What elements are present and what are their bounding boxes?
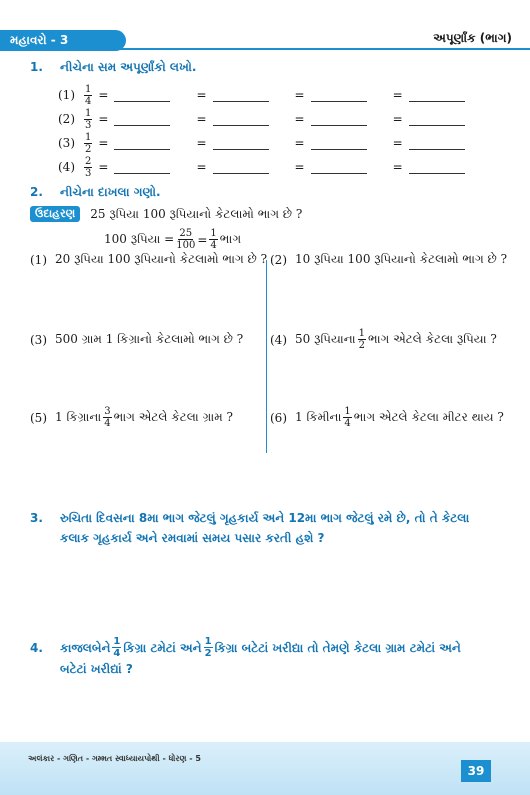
answer-blank[interactable] bbox=[114, 137, 170, 150]
denominator: 2 bbox=[358, 340, 365, 351]
equals-sign: = bbox=[294, 160, 305, 174]
equals-sign: = bbox=[197, 232, 208, 247]
numerator: 1 bbox=[113, 636, 121, 647]
numerator: 1 bbox=[85, 107, 92, 119]
equivalent-fraction-row bbox=[58, 132, 487, 154]
problem-text-post: ભાગ એટલે કેટલા રૂપિયા ? bbox=[368, 332, 497, 346]
equals-sign: = bbox=[196, 136, 207, 150]
answer-blank[interactable] bbox=[409, 89, 465, 102]
question-text-line2: કલાક ગૃહકાર્ય અને રમવામાં સમય પસાર કરતી હશે ? bbox=[60, 531, 325, 545]
fraction bbox=[176, 228, 195, 251]
question-text-pre: કાજલબેને bbox=[60, 640, 111, 655]
question-text-post: કિગ્રા બટેટાં ખરીદ્યા તો તેમણે કેટલા ગ્રામ ટમેટાં અને bbox=[214, 640, 461, 655]
equals-sign: = bbox=[98, 88, 109, 102]
fraction bbox=[84, 132, 92, 155]
numerator: 1 bbox=[344, 406, 351, 417]
denominator: 2 bbox=[85, 143, 92, 155]
page-number: 39 bbox=[461, 760, 491, 782]
equals-sign: = bbox=[98, 136, 109, 150]
denominator: 4 bbox=[85, 95, 92, 107]
fraction bbox=[103, 406, 111, 429]
problem-number: (6) bbox=[270, 410, 287, 425]
problem-number: (4) bbox=[270, 332, 287, 347]
problem-number: (3) bbox=[30, 332, 47, 347]
problem-1 bbox=[30, 252, 267, 267]
answer-blank[interactable] bbox=[213, 113, 269, 126]
answer-blank[interactable] bbox=[114, 89, 170, 102]
question-number: 3. bbox=[30, 511, 43, 525]
example-text: 25 રૂપિયા 100 રૂપિયાનો કેટલામો ભાગ છે ? bbox=[90, 206, 303, 221]
denominator: 4 bbox=[104, 418, 111, 429]
answer-blank[interactable] bbox=[213, 161, 269, 174]
fraction bbox=[209, 228, 217, 251]
denominator: 4 bbox=[344, 418, 351, 429]
problem-4 bbox=[270, 328, 497, 351]
question-text-mid: કિગ્રા ટમેટાં અને bbox=[123, 640, 202, 655]
problem-number: (2) bbox=[270, 252, 287, 267]
footer-band bbox=[0, 742, 530, 795]
row-label: (4) bbox=[58, 160, 75, 174]
numerator: 1 bbox=[85, 131, 92, 143]
problem-number: (5) bbox=[30, 410, 47, 425]
numerator: 1 bbox=[210, 228, 217, 239]
question-text: નીચેના સમ અપૂર્ણાંકો લખો. bbox=[60, 60, 197, 74]
numerator: 1 bbox=[204, 636, 212, 647]
problem-text-pre: 50 રૂપિયાના bbox=[295, 332, 356, 346]
answer-blank[interactable] bbox=[114, 113, 170, 126]
fraction bbox=[84, 156, 92, 179]
answer-blank[interactable] bbox=[409, 137, 465, 150]
chapter-title: અપૂર્ણાંક (ભાગ) bbox=[433, 31, 512, 45]
equivalent-fraction-row bbox=[58, 156, 487, 178]
problem-text: 10 રૂપિયા 100 રૂપિયાનો કેટલામો ભાગ છે ? bbox=[295, 252, 508, 266]
numerator: 25 bbox=[179, 228, 193, 239]
equivalent-fraction-row bbox=[58, 84, 487, 106]
denominator: 4 bbox=[113, 648, 121, 659]
numerator: 1 bbox=[358, 328, 365, 339]
question-number: 2. bbox=[30, 185, 43, 199]
fraction bbox=[84, 108, 92, 131]
problem-text-post: ભાગ એટલે કેટલા ગ્રામ ? bbox=[113, 410, 233, 424]
answer-blank[interactable] bbox=[311, 137, 367, 150]
numerator: 3 bbox=[104, 406, 111, 417]
worked-example bbox=[30, 206, 302, 222]
answer-blank[interactable] bbox=[213, 89, 269, 102]
numerator: 1 bbox=[85, 83, 92, 95]
problem-text: 500 ગ્રામ 1 કિગ્રાનો કેટલામો ભાગ છે ? bbox=[55, 332, 244, 346]
equals-sign: = bbox=[392, 160, 403, 174]
equals-sign: = bbox=[392, 112, 403, 126]
example-badge: ઉદાહરણ bbox=[30, 206, 80, 222]
equals-sign: = bbox=[294, 112, 305, 126]
question-3 bbox=[30, 508, 469, 548]
example-solution bbox=[104, 228, 241, 251]
row-label: (1) bbox=[58, 88, 75, 102]
problem-2 bbox=[270, 252, 507, 267]
fraction bbox=[112, 636, 121, 659]
fraction bbox=[204, 636, 213, 659]
equals-sign: = bbox=[294, 136, 305, 150]
problem-5 bbox=[30, 406, 233, 429]
row-label: (2) bbox=[58, 112, 75, 126]
column-divider bbox=[266, 260, 267, 453]
problem-text-pre: 1 કિમીના bbox=[295, 410, 342, 424]
problem-text-post: ભાગ એટલે કેટલા મીટર થાય ? bbox=[353, 410, 504, 424]
footer-book-title: અલંકાર - ગણિત - ગમ્મત સ્વાધ્યાયપોથી - ધોરણ - 5 bbox=[28, 754, 201, 763]
fraction bbox=[84, 84, 92, 107]
question-number: 4. bbox=[30, 640, 43, 655]
exercise-tab: મહાવરો - 3 bbox=[0, 30, 126, 51]
denominator: 2 bbox=[204, 648, 212, 659]
answer-blank[interactable] bbox=[311, 113, 367, 126]
question-text-line1: રુચિતા દિવસના 8મા ભાગ જેટલું ગૃહકાર્ય અને 12મા ભાગ જેટલું રમે છે, તો તે કેટલા bbox=[60, 511, 470, 525]
denominator: 3 bbox=[85, 119, 92, 131]
numerator: 2 bbox=[85, 155, 92, 167]
equals-sign: = bbox=[196, 160, 207, 174]
problem-text-pre: 1 કિગ્રાના bbox=[55, 410, 102, 424]
problem-6 bbox=[270, 406, 504, 429]
example-lhs: 100 રૂપિયા = bbox=[104, 232, 175, 246]
fraction bbox=[358, 328, 366, 351]
problem-number: (1) bbox=[30, 252, 47, 267]
equals-sign: = bbox=[392, 88, 403, 102]
question-text-line2: બટેટાં ખરીદ્યાં ? bbox=[60, 662, 133, 676]
question-1-heading bbox=[30, 60, 196, 75]
example-suffix: ભાગ bbox=[219, 232, 242, 246]
question-4 bbox=[30, 636, 461, 679]
equals-sign: = bbox=[392, 136, 403, 150]
question-number: 1. bbox=[30, 60, 43, 74]
equals-sign: = bbox=[294, 88, 305, 102]
equals-sign: = bbox=[196, 112, 207, 126]
denominator: 100 bbox=[176, 240, 196, 251]
equals-sign: = bbox=[196, 88, 207, 102]
answer-blank[interactable] bbox=[213, 137, 269, 150]
equals-sign: = bbox=[98, 112, 109, 126]
answer-blank[interactable] bbox=[409, 113, 465, 126]
denominator: 3 bbox=[85, 167, 92, 179]
denominator: 4 bbox=[210, 240, 217, 251]
answer-blank[interactable] bbox=[409, 161, 465, 174]
equivalent-fraction-row bbox=[58, 108, 487, 130]
equals-sign: = bbox=[98, 160, 109, 174]
answer-blank[interactable] bbox=[311, 161, 367, 174]
row-label: (3) bbox=[58, 136, 75, 150]
fraction bbox=[343, 406, 351, 429]
answer-blank[interactable] bbox=[114, 161, 170, 174]
question-text: નીચેના દાખલા ગણો. bbox=[60, 185, 161, 199]
question-2-heading bbox=[30, 185, 161, 200]
problem-3 bbox=[30, 332, 243, 347]
problem-text: 20 રૂપિયા 100 રૂપિયાનો કેટલામો ભાગ છે ? bbox=[55, 252, 268, 266]
answer-blank[interactable] bbox=[311, 89, 367, 102]
